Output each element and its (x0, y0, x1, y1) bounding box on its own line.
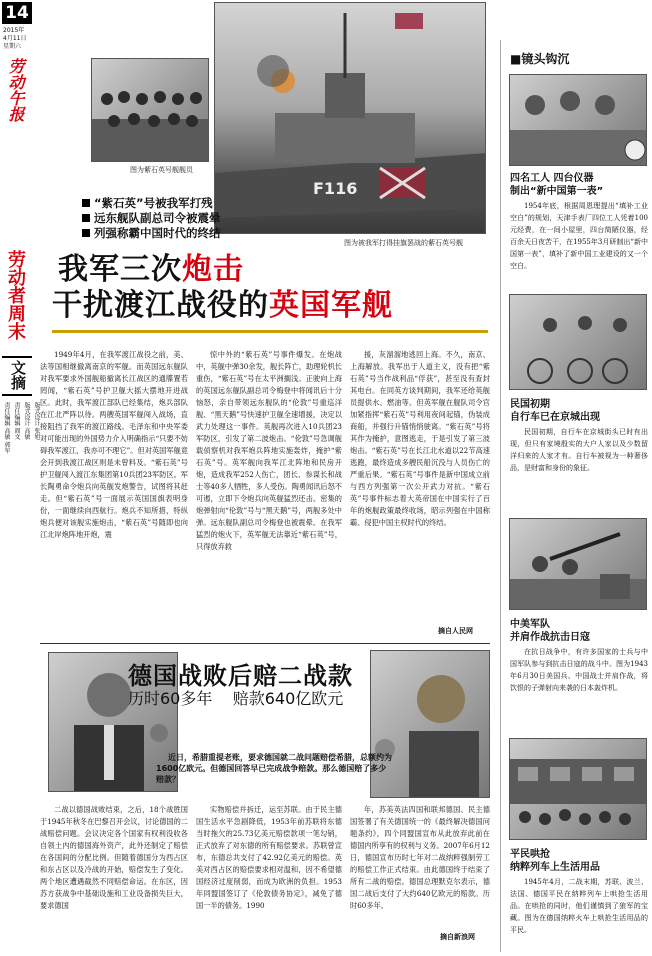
sidebar-photo-soldiers (509, 518, 647, 610)
paper-name-logo: 劳动午报 (6, 58, 25, 122)
section-vertical-title: 劳动者周末 (5, 250, 26, 340)
story1-column-3: 援，灰溜溜地逃回上海。不久，南京、上海解放。我军出于人道主义，没有把“紫石英”号当作战利品“俘获”，甚至没有查封其电台。在同英方谈判期间，我军还给英舰员提供水、燃油等。但英军舰在舰队司令官加紧指挥“紫石英”号利用夜间起锚，伪装成商船，并强行升锚悄悄驶离。“紫石英”号将其作为掩护，意图逃走，于是引发了第三波炮击。“紫石英”号在长江北水道以22节高速逃跑，最终造成多艘民船沉没与人员伤亡的严重后果。“紫石英”号事件是新中国成立前与西方列强第一次公开武力对抗。“紫石英”号事件标志着大英帝国在中国实行了百年的炮舰政策最终收场，昭示列强在中国称霸、侵犯中国主权时代的终结。 (350, 350, 490, 527)
story2-lead: 近日，希腊重提老账，要求德国就二战问题赔偿希腊，总额约为1600亿欧元。但德国回答早已完成战争赔款。那么德国赔了多少赔款？ (156, 753, 392, 784)
sidebar-item-text: 1945年4月，二战末期，苏联、波兰、法国、德国平民在纳粹列车上哄抢生活用品。在哄抢的同时，他们谨慎到了狼军的宝藏。图为在德国纳粹火车上哄抢生活用品的平民。 (510, 878, 648, 934)
sidebar-header: ■镜头钩沉 (510, 52, 570, 66)
story1-bullet (82, 225, 221, 241)
story1-bullet (82, 210, 221, 226)
issue-year: 2015年 (3, 27, 25, 34)
sidebar-item-text: 民国初期，自行车在京城街头已时有出现，但只有家境殷实的大户人家以及少数留洋归来的人家才有。自行车被视为一种奢侈品，是财富和身份的象征。 (510, 428, 648, 472)
sidebar-divider (500, 40, 501, 952)
sidebar-photo-train (509, 738, 647, 840)
editor-credits (2, 402, 41, 512)
crew-photo (91, 58, 209, 162)
bullet-square-icon (82, 229, 90, 237)
sidebar-photo-bicycles (509, 294, 647, 390)
bullet-text: 远东舰队副总司令被震晕 (94, 211, 221, 225)
story-divider (40, 643, 490, 644)
story1-column-2: 惊中外的“紫石英”号事件爆发。在炮战中，英舰中弹30余发，舰长阵亡，助理轮机长重伤，“紫石英”号在太平洲搁浅。正驶向上海的英国远东舰队副总司令梅登中将闻讯后十分恼怒，亲自带领远东舰队的“伦敦”号重巡洋舰、“黑天鹅”号快速护卫舰全速增援，决定以武力处理这一事件。英舰再次进入10兵团23军防区，引发了第二波炮击。“伦敦”号急调舰载侦察机对我军炮兵阵地实施轰炸，掩护“紫石英”号。英军舰向我军江北阵地和民房开炮，造成我军252人伤亡，团长、参谋长和战士等40多人牺牲，多人受伤。陶勇闻讯后怒不可遏，立即下令炮兵向英舰猛烈还击。密集的炮弹射向“伦敦”号与“黑天鹅”号，两舰多处中弹。远东舰队副总司令梅登也被震晕。在我军猛烈的炮火下，英军舰无法靠近“紫石英”号，只得放弃救 (196, 350, 342, 551)
sidebar-item-title: 平民哄抢 纳粹列车上生活用品 (510, 849, 600, 873)
train-crowd-icon (510, 739, 647, 840)
editor-credit: 责任编辑 阎文 (13, 402, 20, 440)
headline-line-2: 干扰渡江战役的英国军舰 (52, 288, 393, 323)
editor-credit: 版式设计 高敏 (23, 402, 30, 440)
headline-underline (52, 330, 488, 333)
story2-subheadline: 历时60多年 赔款640亿欧元 (128, 689, 344, 708)
sidebar-item-title: 中美军队 并肩作战抗击日寇 (510, 619, 590, 643)
issue-month-day: 4月11日 (3, 35, 27, 42)
bullet-text: 列强称霸中国时代的终结 (94, 226, 221, 240)
story1-bullet (82, 195, 213, 211)
sidebar-item-title: 四名工人 四台仪器 制出“新中国第一表” (510, 173, 604, 197)
warship-icon (215, 3, 486, 234)
story1-headline (52, 252, 393, 324)
story1-column-1: 1949年4月，在我军渡江战役之前，美、法等国相继撤离南京的军舰。而英国远东舰队对我军要求外国舰船撤离长江战区的通牒置若罔闻，“紫石英”号护卫舰大摇大摆地开进战区。此时，我军渡江部队已经集结，炮兵部队在江北严阵以待。两艘英国军舰闯入战场，直接阻挡了我军的渡江路线。毛泽东和中央军委对可能出现的外国势力介入明确指示“只要不妨碍我军渡江，我亦可不理它”。但对英国军舰竟会开到我渡江战区则是未曾料及。“紫石英”号护卫舰闯入渡江东集团第10兵团23军防区。军长陶勇命令炮兵向英舰发炮警告，试图将其赶走。但“紫石英”号一面展示英国国旗表明身份，一面继续向西航行。炮兵不知所措，特纵炮兵便对该舰实施炮击，“紫石英”号随即也向江北岸炮阵地开炮，震 (40, 350, 188, 539)
page-number: 14 (2, 2, 32, 24)
bullet-square-icon (82, 199, 90, 207)
bullet-square-icon (82, 214, 90, 222)
story2-source: 摘自新浪网 (440, 933, 475, 941)
story1-source: 摘自人民网 (438, 627, 473, 635)
section-label: 文摘 (9, 360, 27, 390)
headline-line-1: 我军三次炮击 (58, 252, 244, 287)
sidebar-photo-watch-workers (509, 74, 647, 166)
soldiers-icon (510, 519, 647, 610)
story2-headline: 德国战败后赔二战款 (128, 662, 353, 690)
warship-photo (214, 2, 486, 234)
issue-date (3, 27, 31, 51)
crew-photo-caption: 图为紫石英号舰舰员 (130, 166, 193, 174)
story2-column-2: 实物赔偿并拆迁，运至苏联。由于民主德国生活水平急剧降低，1953年前苏联将东德当时拖欠的25.73亿美元赔偿款项一笔勾销，正式放弃了对东德的所有赔偿要求。苏联曾宣布，东德总共支付了42.92亿美元的赔偿。英美对西占区的赔偿要求相对温和，因不希望德国经济过度削弱，而成为欧洲的负担。1953年同盟国签订了《伦敦债务协定》，减免了德国一半的债务。1990 (196, 805, 342, 910)
ship-hull-number: F116 (313, 179, 358, 198)
editor-credit: 版式设计 张旭 (33, 402, 40, 440)
story2-column-3: 年，苏美英法四国和联邦德国、民主德国签署了有关德国统一的《最终解决德国问题条约》，四个同盟国宣布从此放弃此前在德国内所享有的权利与义务。2007年6月12日，德国宣布历时七年对二战纳粹强制劳工的赔偿工作正式结束。由此德国终于结束了所有二战的赔偿。德国总理默克尔表示，德国二战后支付了大约640亿欧元的赔款。历时60多年。 (350, 805, 490, 910)
sidebar-item-text: 1954年底，根据周恩理提出“填补工业空白”的规划，天津手表厂四位工人凭着100元经费，在一间小屋里，四台简陋仪器，经百余天日夜苦干，在1955年3月研制出“新中国第一表”，填补了新中国工业建设的又一个空白。 (510, 202, 648, 270)
story2-column-1: 二战以德国战败结束，之后，18个战胜国于1945年秋冬在巴黎召开会议，讨论德国的二战赔偿问题。会议决定各个国家有权利没收各自领土内的德国海外资产，此外还制定了赔偿在各国间的分配比例。但随着德国分为西占区和东占区以及冷战的开始，赔偿发生了变化。两个地区遭遇截然不同赔偿命运。在东区，因苏方获战争中基础设施和工业设备损失巨大，要求德国 (40, 805, 188, 910)
bullet-text: “紫石英”号被我军打残 (94, 196, 213, 210)
bicycle-icon (510, 295, 647, 390)
editor-credit: 责任编辑 高敏 郭军 (3, 402, 10, 454)
issue-weekday: 星期六 (3, 43, 22, 50)
section-label-box (2, 356, 32, 396)
sidebar-item-title: 民国初期 自行车已在京城出现 (510, 399, 600, 423)
sidebar-item-text: 在抗日战争中，有许多国家的士兵与中国军队参与到抗击日寇的战斗中。图为1943年6月30日美国兵、中国战士并肩作战，将饮恨的子弹射向来袭的日本轰炸机。 (510, 648, 648, 692)
crew-figures-icon (92, 59, 209, 162)
warship-photo-caption: 图为被我军打得挂旗罢战的紫石英号舰 (344, 239, 463, 247)
workers-icon (510, 75, 647, 166)
